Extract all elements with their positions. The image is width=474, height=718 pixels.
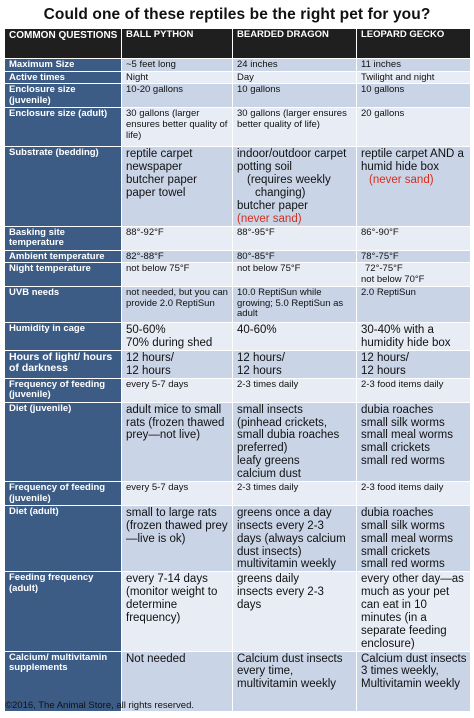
- cell-bp-light-hours: [122, 350, 233, 378]
- diet-line: calcium dust: [237, 468, 301, 480]
- copyright-footer: ©2016, The Animal Store, all rights reserved.: [5, 700, 195, 711]
- question-active-times: Active times: [5, 71, 122, 84]
- cell-bp-humidity: [122, 323, 233, 351]
- question-light-hours: Hours of light/ hours of darkness: [5, 350, 122, 378]
- question-humidity: Humidity in cage: [5, 323, 122, 351]
- cell-bd-light-hours: [233, 350, 357, 378]
- cell-lg-feeding-adult: every other day—as much as your pet can eat in 10 minutes (in a separate feeding enclosure): [357, 572, 471, 651]
- question-substrate: Substrate (bedding): [5, 147, 122, 226]
- question-diet-juvenile: Diet (juvenile): [5, 402, 122, 481]
- cell-lg-substrate: [357, 147, 471, 226]
- cell-bd-basking: 88°-95°F: [233, 226, 357, 250]
- feeding-line: greens daily: [237, 573, 300, 586]
- cell-bd-feeding-juvenile: 2-3 times daily: [233, 378, 357, 402]
- diet-line: greens once a day: [237, 506, 332, 519]
- table-row: [5, 71, 471, 84]
- diet-line: leafy greens: [237, 455, 300, 468]
- hours-line: 12 hours: [361, 364, 406, 377]
- cell-bp-diet-adult: small to large rats (frozen thawed prey—live is ok): [122, 505, 233, 571]
- header-row: [5, 29, 471, 59]
- humidity-line: 50-60%: [126, 324, 166, 337]
- question-ambient: Ambient temperature: [5, 250, 122, 263]
- cell-lg-night-temp: [357, 263, 471, 287]
- table-row: [5, 108, 471, 147]
- diet-line: small crickets: [361, 545, 431, 558]
- table-row: [5, 59, 471, 72]
- cell-bd-feeding-juvenile-2: 2-3 times daily: [233, 481, 357, 505]
- question-basking: Basking site temperature: [5, 226, 122, 250]
- diet-line: days (always calcium: [237, 532, 346, 545]
- question-max-size: Maximum Size: [5, 59, 122, 72]
- night-temp-line: 72°-75°F: [365, 263, 403, 275]
- diet-line: small insects: [237, 403, 303, 416]
- substrate-text: reptile carpet AND a humid hide box: [361, 148, 464, 174]
- never-sand-warning: (never sand): [237, 212, 302, 225]
- diet-line: dust insects): [237, 545, 302, 558]
- cell-bd-humidity: 40-60%: [233, 323, 357, 351]
- question-feeding-adult: Feeding frequency (adult): [5, 572, 122, 651]
- cell-lg-supplements: Calcium dust insects 3 times weekly, Multivitamin weekly: [357, 651, 471, 711]
- header-leopard-gecko: LEOPARD GECKO: [357, 29, 471, 59]
- substrate-line: butcher paper: [126, 174, 197, 186]
- cell-bd-uvb: 10.0 ReptiSun while growing; 5.0 ReptiSun as adult: [233, 287, 357, 323]
- question-feeding-juvenile-2: Frequency of feeding (juvenile): [5, 481, 122, 505]
- cell-lg-enclosure-juvenile: 10 gallons: [357, 84, 471, 108]
- cell-lg-light-hours: [357, 350, 471, 378]
- diet-line: small meal worms: [361, 532, 454, 545]
- hours-line: 12 hours/: [126, 351, 174, 364]
- table-row: [5, 505, 471, 571]
- substrate-line: paper towel: [126, 186, 186, 199]
- question-enclosure-adult: Enclosure size (adult): [5, 108, 122, 147]
- header-bearded-dragon: BEARDED DRAGON: [233, 29, 357, 59]
- hours-line: 12 hours: [237, 364, 282, 377]
- cell-bp-substrate: [122, 147, 233, 226]
- substrate-line: changing): [255, 186, 306, 199]
- diet-line: small crickets: [361, 442, 431, 455]
- cell-bd-enclosure-juvenile: 10 gallons: [233, 84, 357, 108]
- table-row: [5, 250, 471, 263]
- diet-line: small silk worms: [361, 416, 445, 429]
- cell-lg-active-times: Twilight and night: [357, 71, 471, 84]
- table-row: [5, 481, 471, 505]
- cell-lg-enclosure-adult: 20 gallons: [357, 108, 471, 147]
- cell-lg-diet-adult: [357, 505, 471, 571]
- question-uvb: UVB needs: [5, 287, 122, 323]
- cell-bd-diet-juvenile: [233, 402, 357, 481]
- table-row: [5, 263, 471, 287]
- cell-bd-feeding-adult: [233, 572, 357, 651]
- cell-bd-ambient: 80°-85°F: [233, 250, 357, 263]
- humidity-line: 70% during shed: [126, 337, 213, 349]
- cell-lg-uvb: 2.0 ReptiSun: [357, 287, 471, 323]
- substrate-line: butcher paper: [237, 199, 308, 212]
- cell-lg-humidity: 30-40% with a humidity hide box: [357, 323, 471, 351]
- substrate-line: indoor/outdoor carpet: [237, 148, 347, 161]
- question-diet-adult: Diet (adult): [5, 505, 122, 571]
- cell-lg-diet-juvenile: [357, 402, 471, 481]
- cell-bd-active-times: Day: [233, 71, 357, 84]
- diet-line: preferred): [237, 442, 288, 455]
- table-row: [5, 226, 471, 250]
- feeding-line: days: [237, 599, 262, 611]
- diet-line: dubia roaches: [361, 506, 434, 519]
- header-ball-python: BALL PYTHON: [122, 29, 233, 59]
- question-night-temp: Night temperature: [5, 263, 122, 287]
- diet-line: dubia roaches: [361, 403, 434, 416]
- cell-bd-supplements: Calcium dust insects every time, multivitamin weekly: [233, 651, 357, 711]
- diet-line: small meal worms: [361, 429, 454, 442]
- cell-lg-feeding-juvenile-2: 2-3 food items daily: [357, 481, 471, 505]
- cell-bp-feeding-juvenile-2: every 5-7 days: [122, 481, 233, 505]
- diet-line: small dubia roaches: [237, 429, 340, 442]
- table-row: [5, 147, 471, 226]
- cell-bd-substrate: [233, 147, 357, 226]
- cell-bp-active-times: Night: [122, 71, 233, 84]
- diet-line: multivitamin weekly: [237, 558, 337, 571]
- cell-bp-night-temp: not below 75°F: [122, 263, 233, 287]
- table-row: [5, 572, 471, 651]
- never-sand-warning: (never sand): [369, 174, 434, 186]
- feeding-line: insects every 2-3: [237, 586, 324, 599]
- night-temp-line: not below 70°F: [361, 273, 425, 285]
- cell-bp-supplements: Not needed: [122, 651, 233, 711]
- question-enclosure-juvenile: Enclosure size (juvenile): [5, 84, 122, 108]
- hours-line: 12 hours: [126, 364, 171, 377]
- cell-bp-ambient: 82°-88°F: [122, 250, 233, 263]
- table-row: [5, 323, 471, 351]
- cell-bd-diet-adult: [233, 505, 357, 571]
- cell-bd-enclosure-adult: 30 gallons (larger ensures better quality of life): [233, 108, 357, 147]
- diet-line: (pinhead crickets,: [237, 416, 328, 429]
- table-row: [5, 378, 471, 402]
- comparison-table: [4, 28, 471, 712]
- header-questions: COMMON QUESTIONS: [5, 29, 122, 59]
- cell-bp-enclosure-juvenile: 10-20 gallons: [122, 84, 233, 108]
- diet-line: small red worms: [361, 455, 445, 468]
- cell-lg-basking: 86°-90°F: [357, 226, 471, 250]
- diet-line: small red worms: [361, 558, 445, 571]
- cell-lg-feeding-juvenile: 2-3 food items daily: [357, 378, 471, 402]
- cell-bp-enclosure-adult: 30 gallons (larger ensures better quality of life): [122, 108, 233, 147]
- cell-bp-diet-juvenile: adult mice to small rats (frozen thawed prey—not live): [122, 402, 233, 481]
- question-supplements: Calcium/ multivitamin supplements: [5, 651, 122, 711]
- cell-bd-night-temp: not below 75°F: [233, 263, 357, 287]
- hours-line: 12 hours/: [237, 351, 285, 364]
- hours-line: 12 hours/: [361, 351, 409, 364]
- cell-lg-max-size: 11 inches: [357, 59, 471, 72]
- cell-bd-max-size: 24 inches: [233, 59, 357, 72]
- table-row: [5, 287, 471, 323]
- cell-bp-uvb: not needed, but you can provide 2.0 ReptiSun: [122, 287, 233, 323]
- cell-bp-max-size: ~5 feet long: [122, 59, 233, 72]
- cell-bp-basking: 88°-92°F: [122, 226, 233, 250]
- diet-line: small silk worms: [361, 519, 445, 532]
- cell-lg-ambient: 78°-75°F: [357, 250, 471, 263]
- question-feeding-juvenile: Frequency of feeding (juvenile): [5, 378, 122, 402]
- table-row: [5, 84, 471, 108]
- cell-bp-feeding-adult: every 7-14 days (monitor weight to determine frequency): [122, 572, 233, 651]
- table-row: [5, 350, 471, 378]
- diet-line: insects every 2-3: [237, 519, 324, 532]
- page-title: Could one of these reptiles be the right pet for you?: [43, 6, 431, 23]
- substrate-line: potting soil: [237, 161, 292, 174]
- substrate-line: reptile carpet: [126, 148, 193, 161]
- cell-bp-feeding-juvenile: every 5-7 days: [122, 378, 233, 402]
- table-row: [5, 402, 471, 481]
- substrate-line: (requires weekly: [247, 174, 331, 186]
- substrate-line: newspaper: [126, 161, 183, 174]
